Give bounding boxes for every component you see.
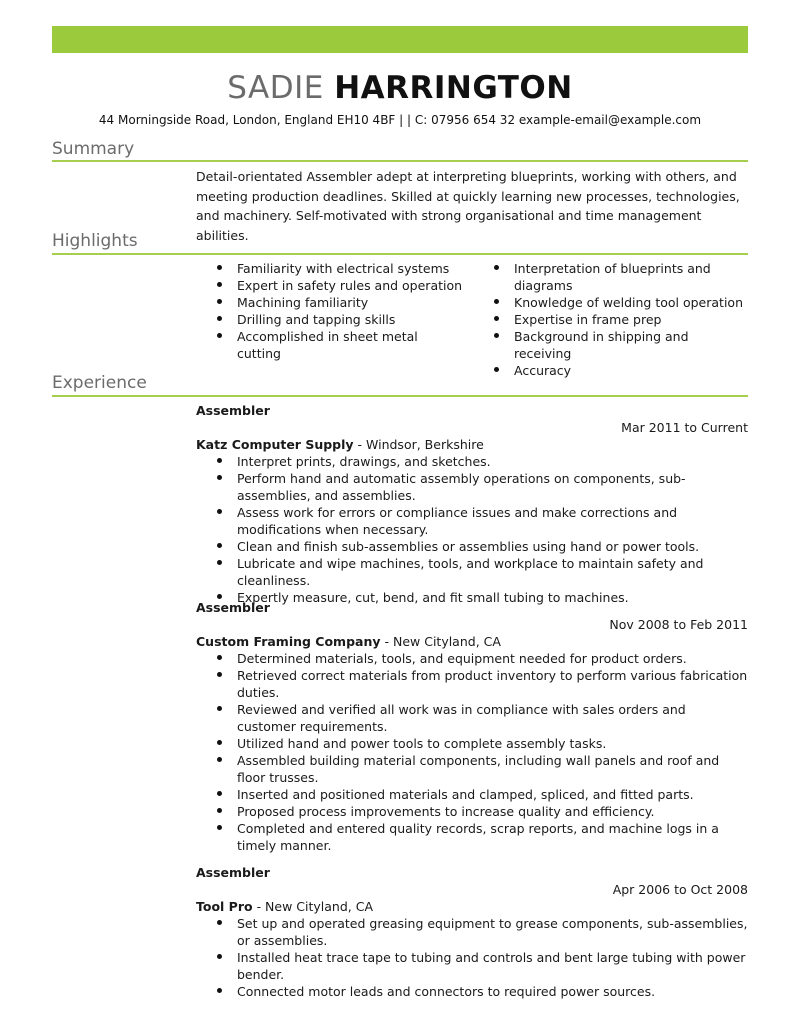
highlights-divider — [52, 253, 748, 255]
experience-heading: Experience — [52, 373, 147, 393]
job-location: - New Cityland, CA — [252, 899, 374, 914]
job-duty: Inserted and positioned materials and clamped, spliced, and fitted parts. — [215, 786, 748, 803]
job-company: Katz Computer Supply — [196, 437, 354, 452]
job-duties — [196, 915, 748, 1000]
job-duty: Connected motor leads and connectors to required power sources. — [215, 983, 748, 1000]
job-company: Custom Framing Company — [196, 634, 381, 649]
job-entry — [196, 864, 748, 1000]
last-name: HARRINGTON — [334, 70, 573, 106]
contact-line: 44 Morningside Road, London, England EH10 4BF | | C: 07956 654 32 example-email@example.com — [98, 113, 702, 127]
job-dates: Apr 2006 to Oct 2008 — [612, 882, 748, 897]
job-company: Tool Pro — [196, 899, 253, 914]
job-company-line — [196, 633, 748, 650]
candidate-name — [0, 70, 800, 106]
highlight-item: Knowledge of welding tool operation — [492, 294, 748, 311]
job-duty: Clean and finish sub-assemblies or assemblies using hand or power tools. — [215, 538, 748, 555]
job-company-line — [196, 898, 748, 915]
job-duty: Reviewed and verified all work was in compliance with sales orders and customer requirements. — [215, 701, 748, 735]
job-duty: Completed and entered quality records, scrap reports, and machine logs in a timely manner. — [215, 820, 748, 854]
first-name: SADIE — [227, 70, 324, 106]
highlight-item: Familiarity with electrical systems — [215, 260, 465, 277]
job-duty: Assess work for errors or compliance issues and make corrections and modifications when necessary. — [215, 504, 748, 538]
job-duties — [196, 453, 748, 606]
job-duty: Expertly measure, cut, bend, and fit small tubing to machines. — [215, 589, 748, 606]
job-duty: Utilized hand and power tools to complete assembly tasks. — [215, 735, 748, 752]
job-dates: Nov 2008 to Feb 2011 — [609, 617, 748, 632]
job-duty: Determined materials, tools, and equipment needed for product orders. — [215, 650, 748, 667]
job-company-line — [196, 436, 748, 453]
job-duty: Lubricate and wipe machines, tools, and workplace to maintain safety and cleanliness. — [215, 555, 748, 589]
highlight-item: Accuracy — [492, 362, 748, 379]
summary-text: Detail-orientated Assembler adept at interpreting blueprints, working with others, and meeting production deadlines. Skilled at quickly learning new processes, technologies, and machinery. Self-motivated with strong organisational and time management abilities. — [196, 169, 740, 243]
highlight-item: Accomplished in sheet metal cutting — [215, 328, 465, 362]
experience-divider — [52, 395, 748, 397]
job-duties — [196, 650, 748, 854]
summary-divider — [52, 160, 748, 162]
job-location: - New Cityland, CA — [380, 634, 501, 649]
job-title: Assembler — [196, 403, 270, 418]
job-duty: Assembled building material components, including wall panels and roof and floor trusses. — [215, 752, 748, 786]
job-entry — [196, 402, 748, 606]
job-dates: Mar 2011 to Current — [621, 420, 748, 435]
job-duty: Retrieved correct materials from product inventory to perform various fabrication duties. — [215, 667, 748, 701]
job-duty: Perform hand and automatic assembly operations on components, sub-assemblies, and assemblies. — [215, 470, 748, 504]
highlight-item: Expertise in frame prep — [492, 311, 748, 328]
highlights-right-list — [492, 260, 748, 379]
highlights-left-list — [215, 260, 465, 362]
job-duty: Installed heat trace tape to tubing and controls and bent large tubing with power bender. — [215, 949, 748, 983]
job-duty: Proposed process improvements to increase quality and efficiency. — [215, 803, 748, 820]
job-title: Assembler — [196, 865, 270, 880]
job-duty: Set up and operated greasing equipment to grease components, sub-assemblies, or assemblies. — [215, 915, 748, 949]
job-title: Assembler — [196, 600, 270, 615]
highlight-item: Expert in safety rules and operation — [215, 277, 465, 294]
header-accent-bar — [52, 26, 748, 53]
job-entry — [196, 599, 748, 854]
job-location: - Windsor, Berkshire — [353, 437, 484, 452]
highlight-item: Interpretation of blueprints and diagrams — [492, 260, 748, 294]
highlight-item: Background in shipping and receiving — [492, 328, 748, 362]
highlight-item: Machining familiarity — [215, 294, 465, 311]
summary-heading: Summary — [52, 139, 135, 159]
highlights-heading: Highlights — [52, 231, 138, 251]
highlight-item: Drilling and tapping skills — [215, 311, 465, 328]
job-duty: Interpret prints, drawings, and sketches. — [215, 453, 748, 470]
